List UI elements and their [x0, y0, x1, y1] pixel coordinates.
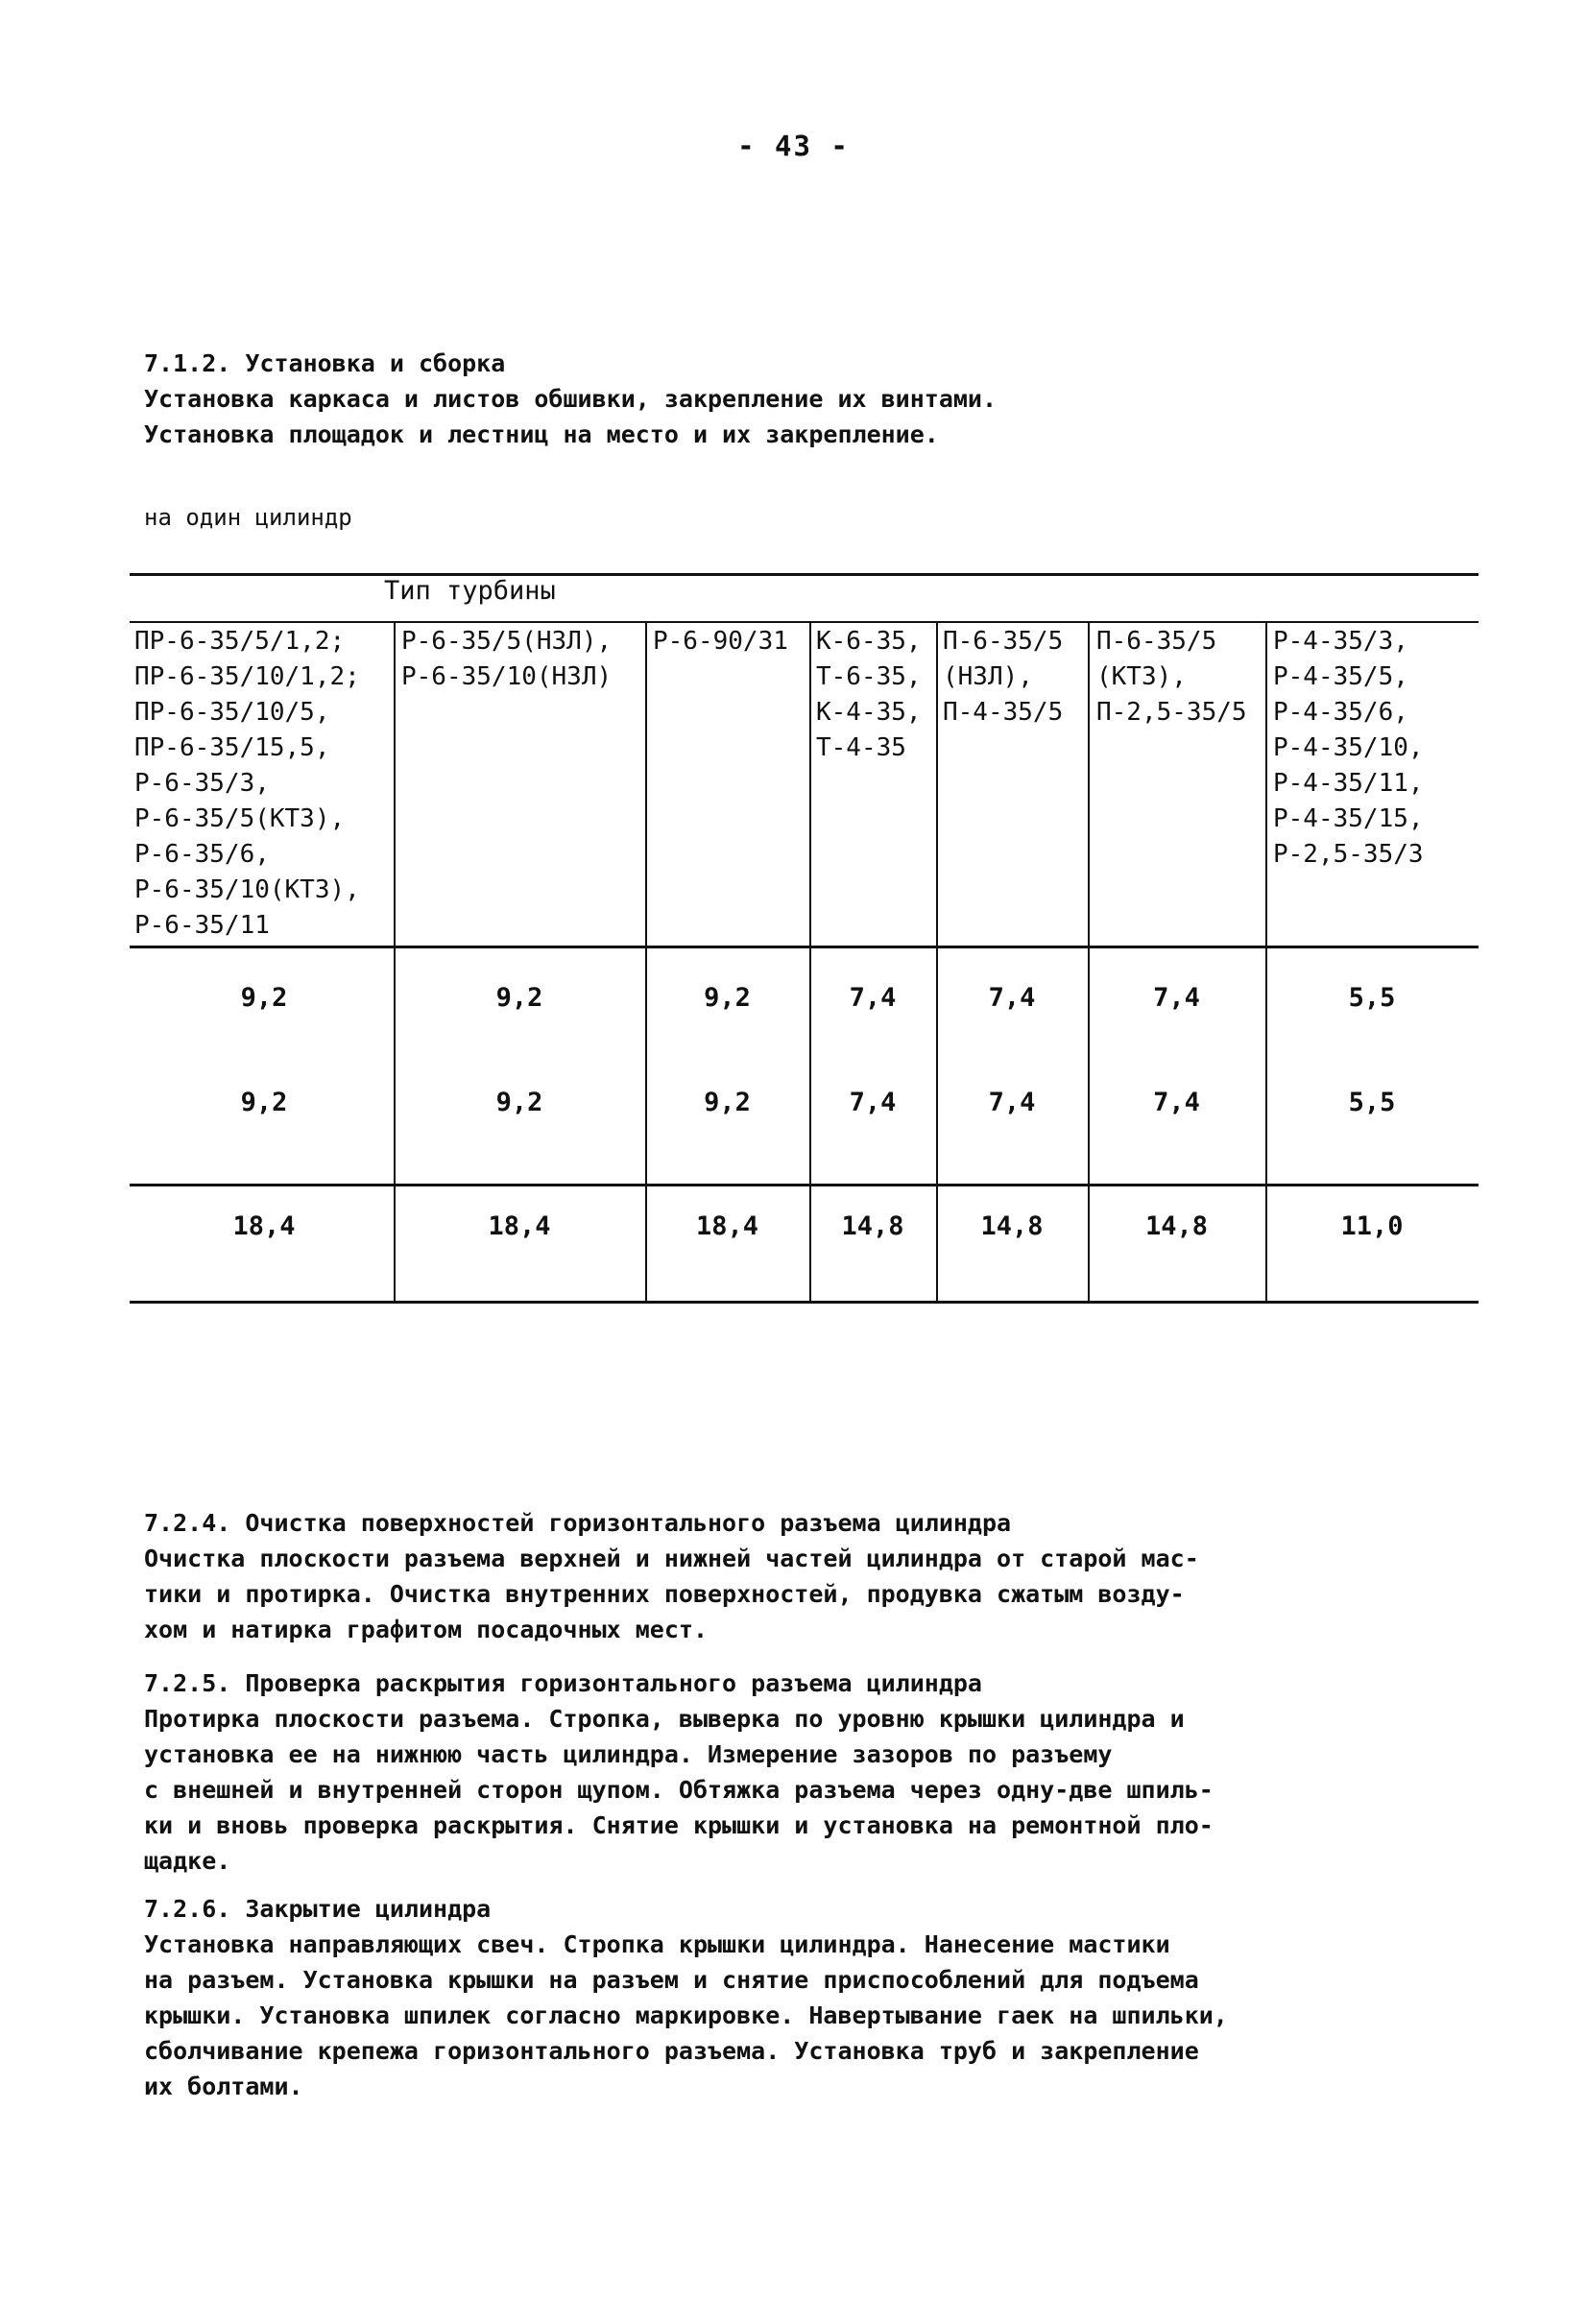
turbine-model: Р-4-35/11,: [1273, 769, 1424, 798]
turbine-column-header: [816, 624, 922, 766]
text-line: их болтами.: [144, 2072, 303, 2100]
turbine-model: Р-6-90/31: [653, 627, 788, 656]
text-line: на разъем. Установка крышки на разъем и снятие приспособлений для подъема: [144, 1966, 1199, 1994]
table-cell: 9,2: [495, 983, 543, 1013]
turbine-model: Т-6-35,: [816, 662, 922, 691]
text-line: установка ее на нижнюю часть цилиндра. Измерение зазоров по разъему: [144, 1740, 1113, 1768]
turbine-model: Р-6-35/10(НЗЛ): [401, 662, 613, 691]
text-line: тики и протирка. Очистка внутренних поверхностей, продувка сжатым возду-: [144, 1580, 1185, 1608]
text-line: 7.2.5. Проверка раскрытия горизонтального разъема цилиндра: [144, 1669, 982, 1697]
turbine-model: П-6-35/5: [943, 627, 1064, 656]
table-cell: 9,2: [704, 983, 751, 1013]
table-cell: 7,4: [849, 983, 897, 1013]
turbine-column-header: [943, 624, 1063, 731]
table-cell: 9,2: [240, 1088, 288, 1117]
text-line: ки и вновь проверка раскрытия. Снятие крышки и установка на ремонтной пло-: [144, 1811, 1214, 1839]
total-cell: 14,8: [841, 1211, 904, 1241]
section-7-1-2: [144, 346, 1344, 452]
turbine-column-header: [653, 624, 788, 659]
turbine-model: Р-4-35/15,: [1273, 804, 1424, 833]
section-7-2-5: [144, 1665, 1344, 1879]
text-line: 7.1.2. Установка и сборка: [144, 349, 506, 377]
column-divider: [645, 621, 647, 1303]
turbine-model: ПР-6-35/5/1,2;: [134, 627, 346, 656]
turbine-model: Р-6-35/3,: [134, 769, 270, 798]
table-bottom-rule: [130, 1301, 1479, 1304]
table-cell: 5,5: [1348, 983, 1396, 1013]
turbine-model: П-4-35/5: [943, 698, 1064, 727]
turbine-model: ПР-6-35/10/1,2;: [134, 662, 360, 691]
text-line: 7.2.6. Закрытие цилиндра: [144, 1895, 492, 1923]
turbine-model: Р-6-35/10(КТЗ),: [134, 875, 360, 904]
total-cell: 14,8: [1144, 1211, 1209, 1241]
table-caption: на один цилиндр: [144, 504, 352, 531]
text-line: Очистка плоскости разъема верхней и нижней частей цилиндра от старой мас-: [144, 1545, 1199, 1572]
text-line: хом и натирка графитом посадочных мест.: [144, 1616, 708, 1643]
total-cell: 18,4: [695, 1211, 759, 1241]
text-line: Установка площадок и лестниц на место и их закрепление.: [144, 420, 939, 448]
totals-rule: [130, 1184, 1479, 1186]
column-divider: [809, 621, 811, 1303]
table-top-rule: [130, 573, 1479, 576]
turbine-model: Р-4-35/6,: [1273, 698, 1408, 727]
column-divider: [394, 621, 396, 1303]
table-cell: 5,5: [1348, 1088, 1396, 1117]
text-line: с внешней и внутренней сторон щупом. Обтяжка разъема через одну-две шпиль-: [144, 1776, 1214, 1804]
turbine-column-header: [1273, 624, 1424, 873]
text-line: Установка каркаса и листов обшивки, закрепление их винтами.: [144, 385, 998, 413]
turbine-model: П-2,5-35/5: [1096, 698, 1247, 727]
column-divider: [1088, 621, 1090, 1303]
turbine-model: (НЗЛ),: [943, 662, 1033, 691]
text-line: крышки. Установка шпилек согласно маркировке. Навертывание гаек на шпильки,: [144, 2001, 1228, 2029]
turbine-column-header: [1096, 624, 1247, 731]
total-cell: 11,0: [1340, 1211, 1404, 1241]
table-cell: 7,4: [988, 1088, 1036, 1117]
table-cell: 7,4: [849, 1088, 897, 1117]
total-cell: 18,4: [232, 1211, 296, 1241]
section-7-2-4: [144, 1505, 1344, 1647]
turbine-model: П-6-35/5: [1096, 627, 1217, 656]
section-7-2-6: [144, 1891, 1344, 2104]
table-cell: 9,2: [704, 1088, 751, 1117]
text-line: Установка направляющих свеч. Стропка крышки цилиндра. Нанесение мастики: [144, 1930, 1170, 1958]
total-cell: 18,4: [488, 1211, 551, 1241]
text-line: щадке.: [144, 1847, 231, 1875]
turbine-model: Р-4-35/10,: [1273, 733, 1424, 762]
total-cell: 14,8: [980, 1211, 1044, 1241]
turbine-model: Р-2,5-35/3: [1273, 840, 1424, 869]
turbine-model: Р-4-35/5,: [1273, 662, 1408, 691]
turbine-column-header: [401, 624, 612, 695]
table-cell: 9,2: [240, 983, 288, 1013]
turbine-model: Р-6-35/11: [134, 911, 270, 940]
turbine-model: Р-4-35/3,: [1273, 627, 1408, 656]
turbine-model: Т-4-35: [816, 733, 906, 762]
turbine-model: (КТЗ),: [1096, 662, 1187, 691]
turbine-model: К-6-35,: [816, 627, 922, 656]
page-number: - 43 -: [737, 130, 850, 162]
table-cell: 9,2: [495, 1088, 543, 1117]
turbine-model: Р-6-35/6,: [134, 840, 270, 869]
table-cell: 7,4: [1153, 983, 1200, 1013]
header-rule: [130, 621, 1479, 623]
column-divider: [936, 621, 938, 1303]
turbine-type-header: Тип турбины: [384, 576, 556, 606]
table-cell: 7,4: [1153, 1088, 1200, 1117]
table-cell: 7,4: [988, 983, 1036, 1013]
text-line: Протирка плоскости разъема. Стропка, выверка по уровню крышки цилиндра и: [144, 1705, 1185, 1733]
turbine-model: ПР-6-35/10/5,: [134, 698, 330, 727]
turbine-model: ПР-6-35/15,5,: [134, 733, 330, 762]
turbine-model: К-4-35,: [816, 698, 922, 727]
column-divider: [1265, 621, 1267, 1303]
text-line: сболчивание крепежа горизонтального разъема. Установка труб и закрепление: [144, 2037, 1199, 2065]
text-line: 7.2.4. Очистка поверхностей горизонтального разъема цилиндра: [144, 1509, 1012, 1537]
header-bottom-rule: [130, 946, 1479, 948]
turbine-column-header: [134, 624, 360, 944]
turbine-model: Р-6-35/5(НЗЛ),: [401, 627, 613, 656]
turbine-model: Р-6-35/5(КТЗ),: [134, 804, 346, 833]
